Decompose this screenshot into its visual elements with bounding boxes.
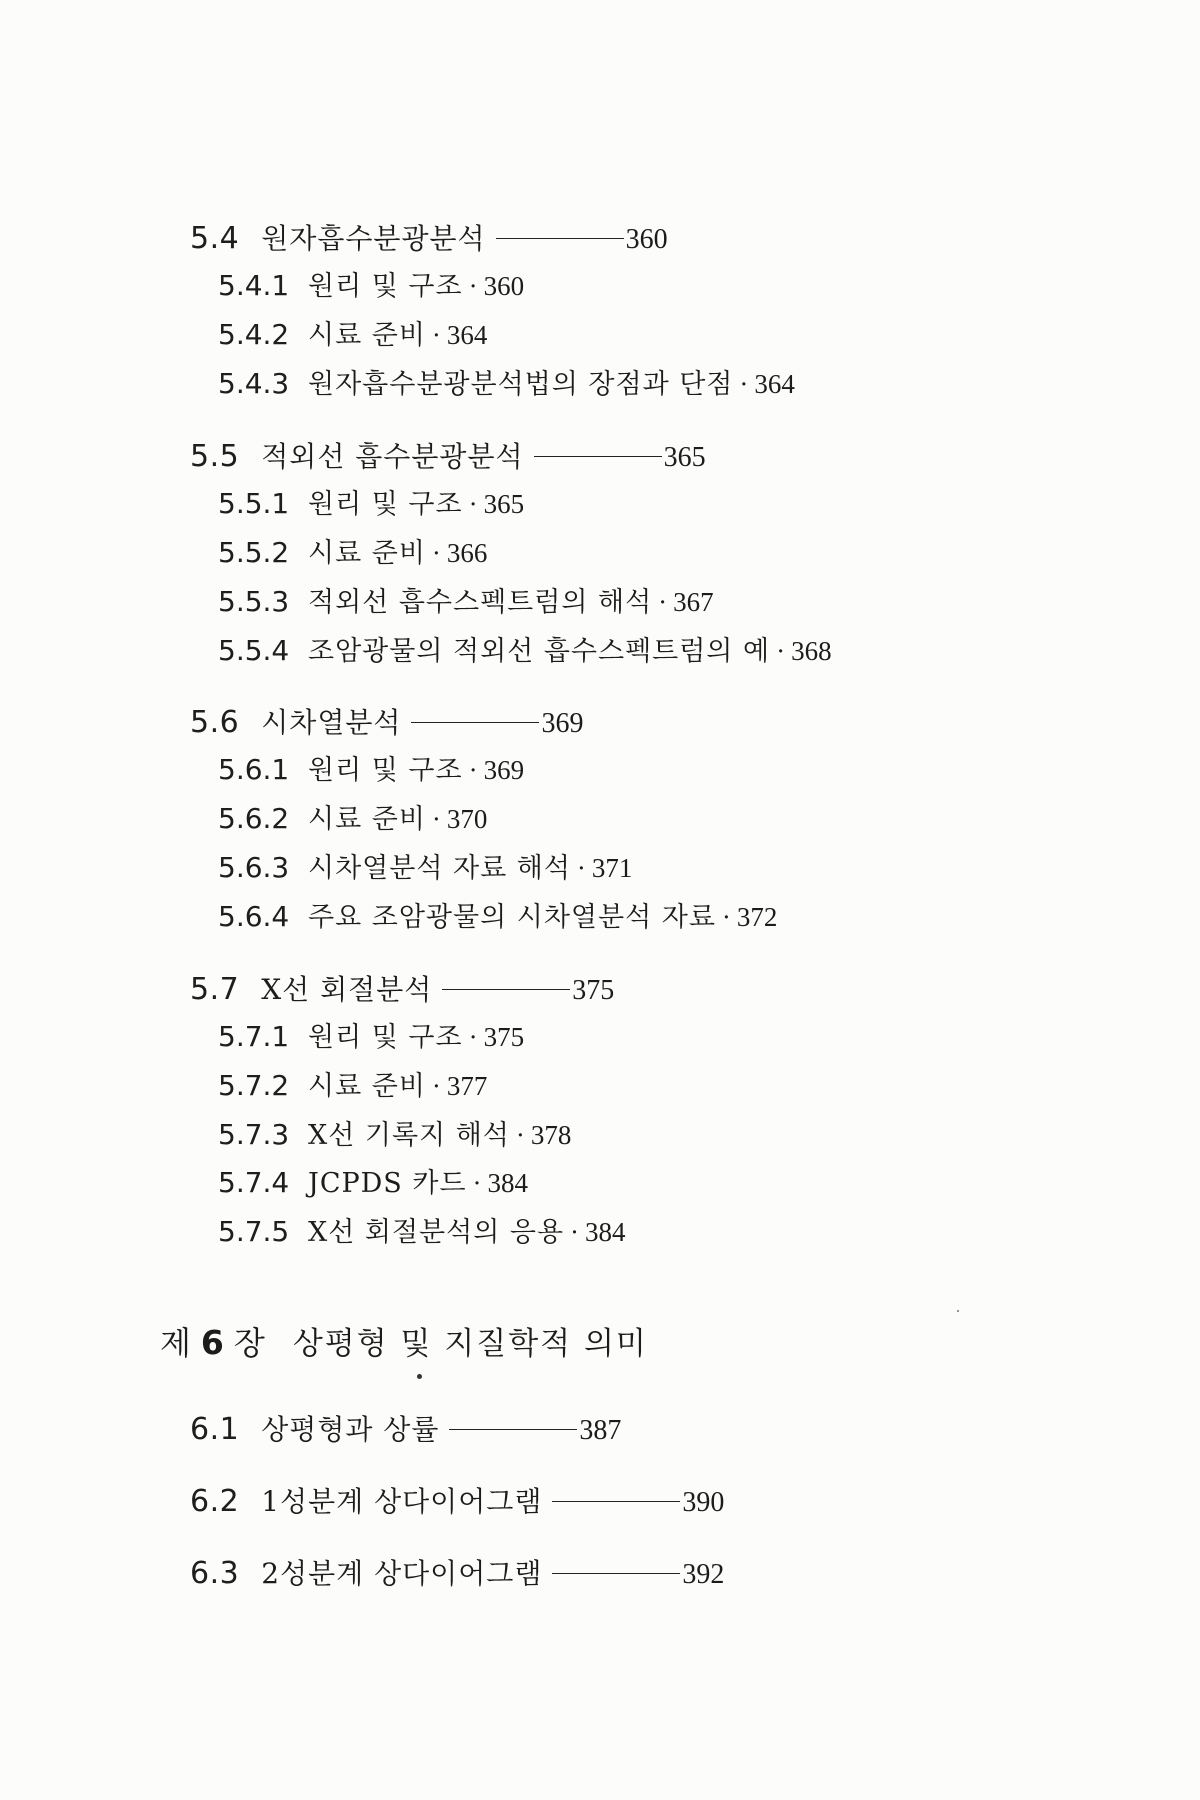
separator: · bbox=[468, 1022, 478, 1052]
section-number: 5.4 bbox=[190, 221, 240, 256]
section-number: 5.5 bbox=[190, 439, 240, 474]
subsection-number: 5.7.1 bbox=[218, 1020, 290, 1053]
section-number: 5.6 bbox=[190, 705, 240, 740]
subsection-title: 원리 및 구조 bbox=[308, 271, 463, 302]
subsection-page: 371 bbox=[591, 853, 633, 883]
subsection-page: 384 bbox=[487, 1168, 529, 1198]
subsection-page: 369 bbox=[483, 755, 525, 785]
separator: · bbox=[431, 320, 441, 350]
subsection-number: 5.7.4 bbox=[218, 1166, 290, 1199]
subsection-number: 5.5.1 bbox=[218, 487, 290, 520]
separator: · bbox=[472, 1168, 482, 1198]
subsection-page: 372 bbox=[736, 902, 778, 932]
subsection-number: 5.5.4 bbox=[218, 634, 290, 667]
subsection-title: JCPDS 카드 bbox=[308, 1168, 467, 1199]
subsection-number: 5.4.1 bbox=[218, 269, 290, 302]
toc-section bbox=[190, 1552, 724, 1592]
toc-subsection bbox=[218, 1064, 487, 1103]
separator: · bbox=[570, 1217, 580, 1247]
subsection-number: 5.4.2 bbox=[218, 318, 290, 351]
toc-section bbox=[190, 1480, 724, 1520]
section-title: 원자흡수분광분석 bbox=[261, 222, 486, 255]
chapter-suffix: 장 bbox=[233, 1324, 265, 1362]
section-page: 360 bbox=[625, 224, 668, 255]
toc-subsection bbox=[218, 313, 487, 352]
subsection-number: 5.6.2 bbox=[218, 802, 290, 835]
subsection-page: 365 bbox=[483, 489, 525, 519]
separator: · bbox=[468, 755, 478, 785]
toc-subsection bbox=[218, 1113, 571, 1152]
toc-section bbox=[190, 701, 583, 741]
toc-section bbox=[190, 435, 706, 475]
toc-subsection bbox=[218, 748, 524, 787]
toc-subsection bbox=[218, 482, 524, 521]
subsection-page: 367 bbox=[673, 587, 714, 617]
section-title: 2성분계 상다이어그램 bbox=[261, 1557, 543, 1590]
section-title: 적외선 흡수분광분석 bbox=[261, 440, 524, 473]
toc-section bbox=[190, 1408, 621, 1448]
toc-subsection bbox=[218, 1015, 524, 1054]
subsection-title: 시료 준비 bbox=[308, 804, 426, 835]
subsection-title: 시료 준비 bbox=[308, 320, 426, 351]
chapter-prefix: 제 bbox=[160, 1324, 191, 1362]
section-page: 375 bbox=[572, 975, 615, 1006]
dot-leader bbox=[552, 1501, 680, 1502]
subsection-title: 적외선 흡수스펙트럼의 해석 bbox=[308, 587, 653, 618]
section-number: 6.3 bbox=[190, 1556, 240, 1591]
subsection-page: 370 bbox=[446, 804, 488, 834]
toc-section bbox=[190, 968, 614, 1008]
toc-subsection bbox=[218, 580, 714, 619]
subsection-title: 시료 준비 bbox=[308, 538, 426, 569]
section-number: 6.2 bbox=[190, 1484, 240, 1519]
section-title: 상평형과 상률 bbox=[261, 1413, 440, 1446]
section-number: 5.7 bbox=[190, 972, 240, 1007]
section-number: 6.1 bbox=[190, 1412, 240, 1447]
section-title: 시차열분석 bbox=[261, 706, 402, 739]
separator: · bbox=[431, 804, 441, 834]
subsection-page: 378 bbox=[530, 1120, 572, 1150]
dot-leader bbox=[534, 456, 662, 457]
subsection-page: 364 bbox=[754, 369, 795, 399]
subsection-page: 364 bbox=[446, 320, 488, 350]
separator: · bbox=[776, 636, 786, 666]
separator: · bbox=[658, 587, 668, 617]
subsection-number: 5.7.2 bbox=[218, 1069, 290, 1102]
section-page: 365 bbox=[663, 442, 706, 473]
subsection-number: 5.5.2 bbox=[218, 536, 290, 569]
separator: · bbox=[576, 853, 586, 883]
section-page: 392 bbox=[682, 1559, 725, 1590]
section-page: 390 bbox=[682, 1487, 725, 1518]
toc-subsection bbox=[218, 629, 832, 668]
separator: · bbox=[468, 489, 478, 519]
chapter-heading bbox=[160, 1318, 648, 1364]
subsection-number: 5.7.5 bbox=[218, 1215, 290, 1248]
toc-subsection bbox=[218, 1210, 626, 1249]
subsection-title: 조암광물의 적외선 흡수스펙트럼의 예 bbox=[308, 636, 771, 667]
toc-subsection bbox=[218, 797, 487, 836]
subsection-title: 주요 조암광물의 시차열분석 자료 bbox=[308, 902, 716, 933]
dot-leader bbox=[442, 989, 570, 990]
subsection-number: 5.4.3 bbox=[218, 367, 290, 400]
subsection-number: 5.7.3 bbox=[218, 1118, 290, 1151]
subsection-title: 시료 준비 bbox=[308, 1071, 426, 1102]
chapter-title: 상평형 및 지질학적 의미 bbox=[292, 1326, 648, 1362]
separator: · bbox=[515, 1120, 525, 1150]
separator: · bbox=[431, 1071, 441, 1101]
subsection-number: 5.6.4 bbox=[218, 900, 290, 933]
subsection-page: 375 bbox=[483, 1022, 525, 1052]
subsection-page: 360 bbox=[483, 271, 525, 301]
scan-dot bbox=[417, 1374, 422, 1379]
dot-leader bbox=[496, 238, 624, 239]
toc-subsection bbox=[218, 895, 777, 934]
subsection-page: 368 bbox=[791, 636, 832, 666]
subsection-page: 366 bbox=[446, 538, 488, 568]
toc-subsection bbox=[218, 531, 487, 570]
subsection-title: 원리 및 구조 bbox=[308, 755, 463, 786]
subsection-title: 원리 및 구조 bbox=[308, 1022, 463, 1053]
subsection-title: X선 기록지 해석 bbox=[308, 1120, 510, 1151]
toc-subsection bbox=[218, 362, 795, 401]
separator: · bbox=[468, 271, 478, 301]
toc-subsection bbox=[218, 264, 524, 303]
section-title: X선 회절분석 bbox=[261, 973, 433, 1006]
section-title: 1성분계 상다이어그램 bbox=[261, 1485, 543, 1518]
separator: · bbox=[431, 538, 441, 568]
dot-leader bbox=[552, 1573, 680, 1574]
subsection-page: 377 bbox=[446, 1071, 488, 1101]
separator: · bbox=[721, 902, 731, 932]
scan-speck bbox=[957, 1310, 959, 1312]
subsection-number: 5.6.3 bbox=[218, 851, 290, 884]
toc-section bbox=[190, 217, 668, 257]
toc-subsection bbox=[218, 1161, 528, 1200]
chapter-number: 6 bbox=[200, 1323, 224, 1362]
subsection-title: 원자흡수분광분석법의 장점과 단점 bbox=[308, 369, 734, 400]
dot-leader bbox=[411, 722, 539, 723]
subsection-title: 원리 및 구조 bbox=[308, 489, 463, 520]
section-page: 387 bbox=[579, 1415, 622, 1446]
subsection-title: X선 회절분석의 응용 bbox=[308, 1217, 565, 1248]
subsection-number: 5.5.3 bbox=[218, 585, 290, 618]
section-page: 369 bbox=[541, 708, 584, 739]
separator: · bbox=[739, 369, 749, 399]
dot-leader bbox=[449, 1429, 577, 1430]
subsection-title: 시차열분석 자료 해석 bbox=[308, 853, 571, 884]
subsection-number: 5.6.1 bbox=[218, 753, 290, 786]
subsection-page: 384 bbox=[585, 1217, 626, 1247]
toc-subsection bbox=[218, 846, 632, 885]
